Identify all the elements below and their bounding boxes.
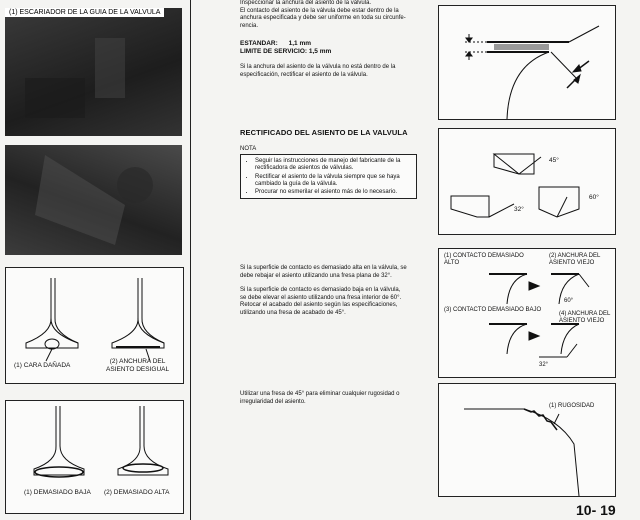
cutter-angles-figure [438,128,616,235]
seat-width-drawing [439,6,615,119]
cutter-angle-60: 60° [589,194,599,201]
section-title: RECTIFICADO DEL ASIENTO DE LA VALVULA [240,128,408,137]
correct-paragraph [240,64,425,79]
cutter-angle-45: 45° [549,157,559,164]
note-item: • Rectificar el asiento de la válvula siempre que se haya cambiado la guía de la válvula. [255,174,410,189]
cutter-angle-32: 32° [514,206,524,213]
too-high-label: (2) DEMASIADO ALTA [104,489,170,496]
seat-photo-texture [5,145,182,255]
old-width-label-2: (4) ANCHURA DEL ASIENTO VIEJO [559,311,611,324]
final-line: Utilizar una fresa de 45° para eliminar cualquier rugosidad o [240,391,400,397]
note-item: • Procurar no esmerilar el asiento más de lo necesario. [255,189,410,196]
roughness-label: (1) RUGOSIDAD [549,403,595,409]
limit-value: 1,5 mm [308,48,332,55]
contact-angle-32: 32° [539,362,549,368]
valve-contact-figure [5,400,184,514]
contact-low-label: (3) CONTACTO DEMASIADO BAJO [444,307,542,313]
contact-angle-60: 60° [564,298,574,304]
seat-width-figure [438,5,616,120]
final-line: irregularidad del asiento. [240,398,306,405]
uneven-width-label: (2) ANCHURA DEL ASIENTO DESIGUAL [106,358,170,373]
contact-correction-figure [438,248,616,378]
valve-face-figure [5,267,184,384]
limit-label: LIMITE DE SERVICIO: [240,48,308,55]
intro-line: Inspeccionar la anchura del asiento de la válvula. [240,0,372,6]
contact-low-line: Retocar el acabado del asiento según las especificaciones, [240,302,398,308]
too-low-label: (1) DEMASIADO BAJA [24,489,91,496]
standard-label: ESTANDAR: [240,40,278,47]
intro-line: rencia. [240,22,259,29]
contact-high-line: Si la superficie de contacto es demasiado alta en la válvula, se [240,265,407,271]
intro-paragraph [240,0,425,30]
page-number: 10- 19 [576,502,616,518]
intro-line: El contacto del asiento de la válvula debe estar dentro de la [240,7,399,14]
note-label: NOTA [240,146,257,152]
note-item: • Seguir las instrucciones de manejo del fabricante de la rectificadora de asientos de válvulas. [255,158,410,173]
reamer-photo-texture [5,8,182,136]
contact-high-paragraph [240,265,425,280]
contact-low-line: utilizando una fresa de acabado de 45°. [240,309,346,316]
cutter-angles-drawing [439,129,615,234]
roughness-figure [438,383,616,497]
correct-line: Si la anchura del asiento de la válvula no está dentro de la [240,64,396,70]
old-width-label-1: (2) ANCHURA DEL ASIENTO VIEJO [549,253,601,266]
photo-caption: (1) ESCARIADOR DE LA GUIA DE LA VALVULA [5,8,164,17]
contact-high-label: (1) CONTACTO DEMASIADO ALTO [444,253,524,266]
roughness-drawing [439,384,615,496]
left-column-divider [190,0,191,520]
seat-photo [5,145,182,255]
damaged-face-label: (1) CARA DAÑADA [14,362,71,369]
note-box [240,154,417,199]
contact-high-line: debe rebajar el asiento utilizando una fresa plana de 32°. [240,272,392,279]
standard-value: 1,1 mm [288,40,312,47]
contact-low-line: Si la superficie de contacto es demasiado baja en la válvula, [240,287,401,293]
intro-line: anchura especificada y debe ser uniforme en toda su circunfe- [240,15,406,21]
correct-line: especificación, rectificar el asiento de la válvula. [240,71,368,78]
final-paragraph [240,391,425,406]
reamer-photo [5,8,182,136]
contact-low-line: se debe elevar el asiento utilizando una fresa interior de 60°. [240,294,402,301]
contact-low-paragraph [240,287,425,317]
spec-block [240,40,331,56]
